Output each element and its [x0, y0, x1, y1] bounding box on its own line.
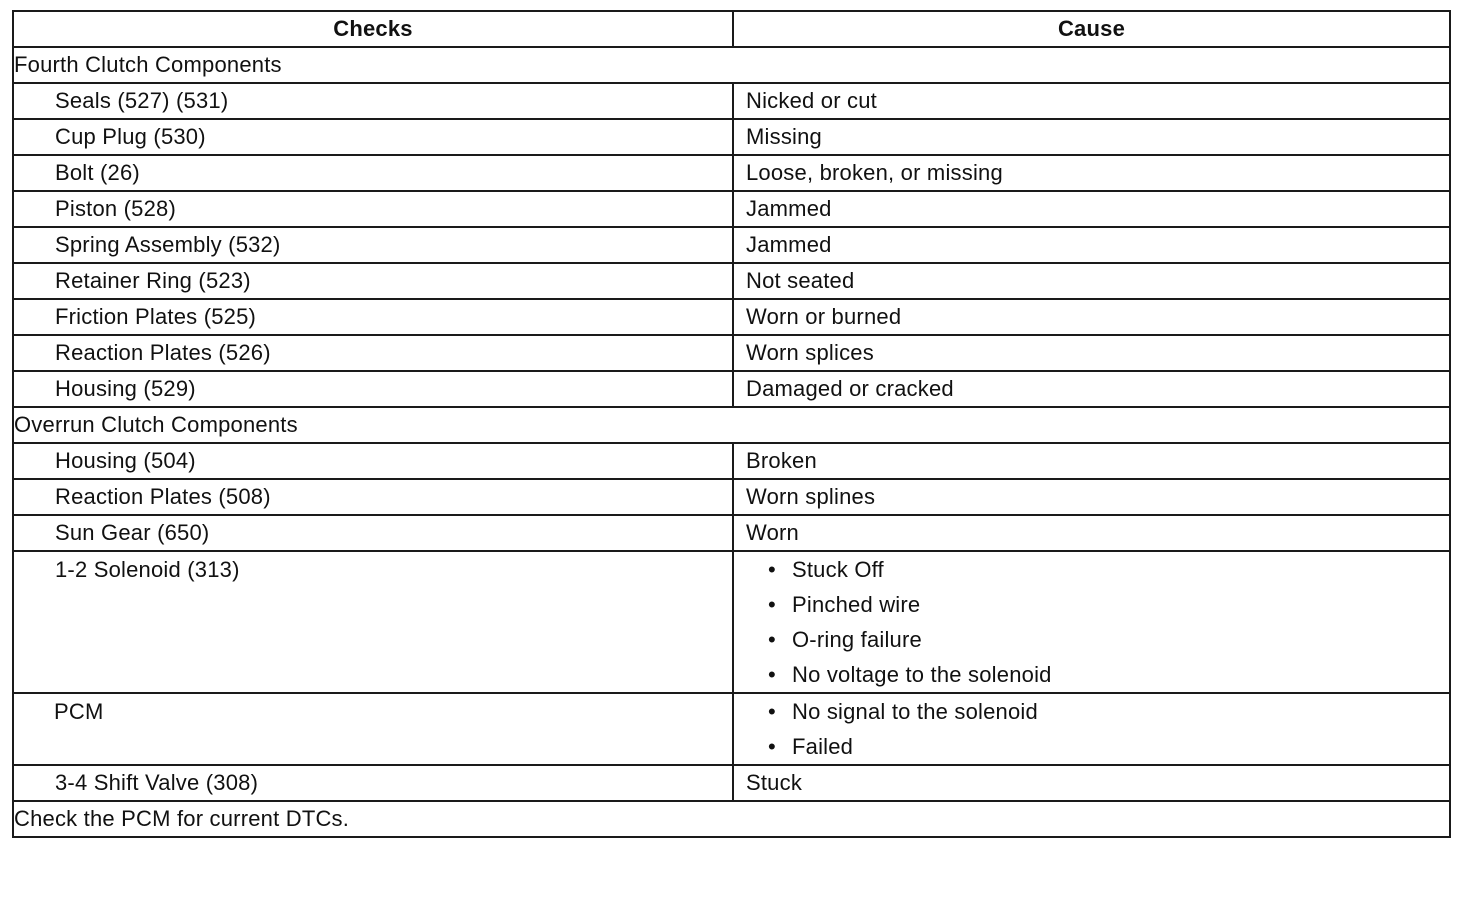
diagnosis-table — [12, 10, 1451, 838]
bullet-item: • No voltage to the solenoid — [768, 657, 1449, 692]
check-cell: Reaction Plates (508) — [13, 479, 733, 515]
cause-cell: Worn splines — [733, 479, 1450, 515]
bullet-item: • Pinched wire — [768, 587, 1449, 622]
section-row-overrun-clutch — [13, 407, 1450, 443]
header-row — [13, 11, 1450, 47]
table-row-solenoid — [13, 551, 1450, 693]
table-row — [13, 515, 1450, 551]
note-text: Check the PCM for current DTCs. — [13, 801, 1450, 837]
cause-cell: Worn or burned — [733, 299, 1450, 335]
cause-cell: Jammed — [733, 191, 1450, 227]
check-cell: Friction Plates (525) — [13, 299, 733, 335]
check-cell: Seals (527) (531) — [13, 83, 733, 119]
table-row — [13, 371, 1450, 407]
checks-column-header: Checks — [13, 11, 733, 47]
check-cell: Reaction Plates (526) — [13, 335, 733, 371]
check-cell: Sun Gear (650) — [13, 515, 733, 551]
table-row — [13, 765, 1450, 801]
table-row — [13, 479, 1450, 515]
cause-bullet-list — [734, 552, 1449, 692]
cause-cell: Not seated — [733, 263, 1450, 299]
cause-cell: Stuck — [733, 765, 1450, 801]
check-cell: Housing (529) — [13, 371, 733, 407]
cause-column-header: Cause — [733, 11, 1450, 47]
cause-cell — [733, 551, 1450, 693]
cause-cell: Nicked or cut — [733, 83, 1450, 119]
table-row — [13, 155, 1450, 191]
table-row — [13, 227, 1450, 263]
table-row — [13, 191, 1450, 227]
check-cell: Housing (504) — [13, 443, 733, 479]
bullet-item: • Stuck Off — [768, 552, 1449, 587]
check-cell: Bolt (26) — [13, 155, 733, 191]
section-title: Overrun Clutch Components — [13, 407, 1450, 443]
bullet-item: • Failed — [768, 729, 1449, 764]
check-cell: Cup Plug (530) — [13, 119, 733, 155]
cause-cell: Broken — [733, 443, 1450, 479]
cause-cell — [733, 693, 1450, 765]
check-cell: Retainer Ring (523) — [13, 263, 733, 299]
check-cell: 1-2 Solenoid (313) — [13, 551, 733, 693]
cause-cell: Worn splices — [733, 335, 1450, 371]
table-row — [13, 335, 1450, 371]
cause-cell: Loose, broken, or missing — [733, 155, 1450, 191]
cause-cell: Jammed — [733, 227, 1450, 263]
note-row — [13, 801, 1450, 837]
table-row — [13, 263, 1450, 299]
bullet-item: • O-ring failure — [768, 622, 1449, 657]
table-row-pcm — [13, 693, 1450, 765]
table-row — [13, 119, 1450, 155]
cause-cell: Worn — [733, 515, 1450, 551]
section-title: Fourth Clutch Components — [13, 47, 1450, 83]
cause-cell: Damaged or cracked — [733, 371, 1450, 407]
check-cell: Piston (528) — [13, 191, 733, 227]
check-cell: PCM — [13, 693, 733, 765]
cause-cell: Missing — [733, 119, 1450, 155]
section-row-fourth-clutch — [13, 47, 1450, 83]
check-cell: 3-4 Shift Valve (308) — [13, 765, 733, 801]
cause-bullet-list — [734, 694, 1449, 764]
table-row — [13, 83, 1450, 119]
table-row — [13, 443, 1450, 479]
check-cell: Spring Assembly (532) — [13, 227, 733, 263]
table-row — [13, 299, 1450, 335]
bullet-item: • No signal to the solenoid — [768, 694, 1449, 729]
